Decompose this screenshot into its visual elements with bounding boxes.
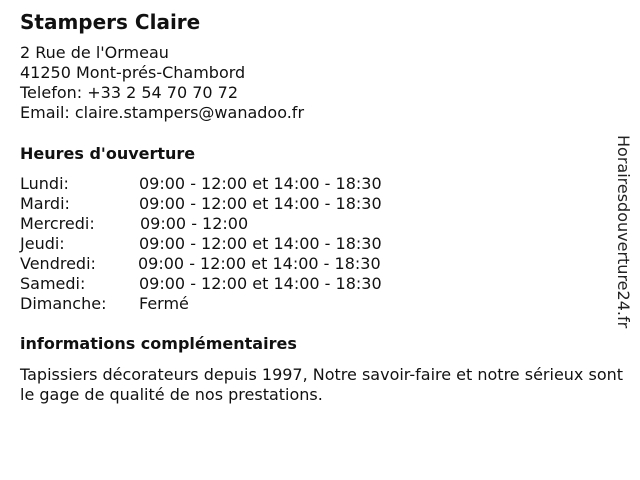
- contact-block: [20, 43, 304, 123]
- additional-info-heading: informations complémentaires: [20, 334, 297, 353]
- time-value: 09:00 - 12:00 et 14:00 - 18:30: [139, 234, 382, 253]
- time-value: 09:00 - 12:00: [140, 214, 249, 233]
- day-label: Samedi:: [20, 274, 86, 293]
- additional-info-text: Tapissiers décorateurs depuis 1997, Notre savoir-faire et notre sérieux sont le gage de qualité de nos prestations.: [20, 365, 624, 404]
- address-city: 41250 Mont-prés-Chambord: [20, 63, 246, 82]
- day-label: Jeudi:: [20, 234, 65, 253]
- time-value: Fermé: [139, 294, 189, 313]
- time-value: 09:00 - 12:00 et 14:00 - 18:30: [139, 174, 382, 193]
- email-address: Email: claire.stampers@wanadoo.fr: [20, 103, 305, 122]
- day-label: Dimanche:: [20, 294, 107, 313]
- time-value: 09:00 - 12:00 et 14:00 - 18:30: [139, 274, 382, 293]
- time-value: 09:00 - 12:00 et 14:00 - 18:30: [139, 194, 382, 213]
- site-watermark: Horairesdouverture24.fr: [614, 135, 633, 329]
- business-name: Stampers Claire: [20, 10, 201, 34]
- day-label: Vendredi:: [20, 254, 96, 273]
- opening-hours-heading: Heures d'ouverture: [20, 144, 196, 163]
- time-value: 09:00 - 12:00 et 14:00 - 18:30: [138, 254, 381, 273]
- day-label: Lundi:: [20, 174, 69, 193]
- phone-number: Telefon: +33 2 54 70 70 72: [20, 83, 239, 102]
- address-street: 2 Rue de l'Ormeau: [20, 43, 169, 62]
- day-label: Mardi:: [20, 194, 70, 213]
- day-label: Mercredi:: [20, 214, 95, 233]
